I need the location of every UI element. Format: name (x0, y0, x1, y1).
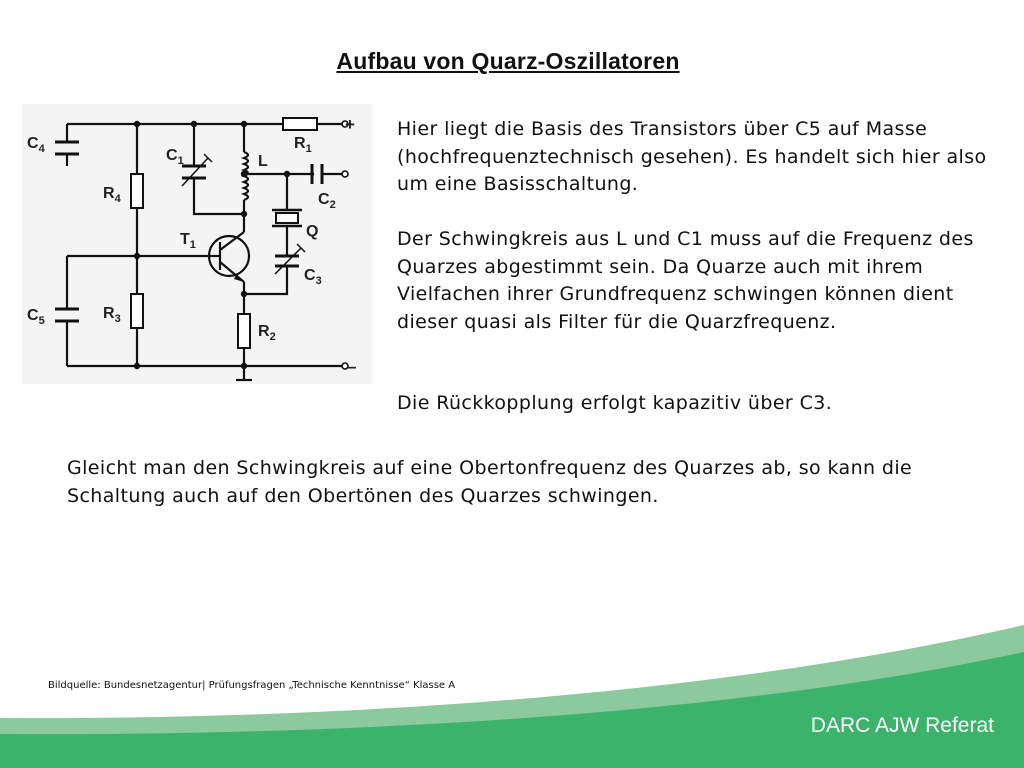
label-r4: $R_4$ (103, 185, 121, 205)
label-r2: $R_2$ (258, 323, 276, 343)
resistor-r3 (131, 294, 143, 328)
label-c4: $C_4$ (27, 135, 45, 155)
label-q: Q (306, 223, 319, 240)
label-plus: + (345, 115, 355, 134)
resistor-r1 (283, 118, 317, 130)
label-c1: $C_1$ (166, 147, 184, 167)
footer-label: DARC AJW Referat (810, 714, 994, 737)
label-c2: $C_2$ (318, 191, 336, 211)
paragraph-oberton: Gleicht man den Schwingkreis auf eine Obertonfrequenz des Quarzes ab, so kann die Schaltung auch auf den Obertönen des Quarzes schwingen. (67, 457, 913, 507)
paragraph-rueckkopplung: Die Rückkopplung erfolgt kapazitiv über C3. (397, 392, 833, 414)
resistor-r2 (238, 314, 250, 348)
label-r3: $R_3$ (103, 305, 121, 325)
label-minus: – (347, 357, 357, 376)
oscillator-circuit-diagram (22, 104, 372, 384)
slide-title: Aufbau von Quarz-Oszillatoren (336, 48, 680, 74)
image-source-note: Bildquelle: Bundesnetzagentur| Prüfungsfragen „Technische Kenntnisse“ Klasse A (48, 680, 456, 691)
label-r1: $R_1$ (294, 135, 312, 155)
paragraph-basisschaltung: Hier liegt die Basis des Transistors über C5 auf Masse (hochfrequenztechnisch gesehen). Es handelt sich hier also um eine Basisschaltung. (397, 118, 987, 195)
label-t1: $T_1$ (180, 231, 196, 251)
resistor-r4 (131, 174, 143, 208)
crystal-q (272, 210, 302, 226)
label-l: L (258, 153, 268, 170)
circuit-background (22, 104, 372, 384)
label-c5: $C_5$ (27, 307, 45, 327)
label-c3: $C_3$ (304, 267, 322, 287)
paragraph-schwingkreis: Der Schwingkreis aus L und C1 muss auf die Frequenz des Quarzes abgestimmt sein. Da Quarze auch mit ihrem Vielfachen ihrer Grundfrequenz schwingen können dient dieser quasi als Filter für die Quarzfrequenz. (397, 228, 974, 333)
